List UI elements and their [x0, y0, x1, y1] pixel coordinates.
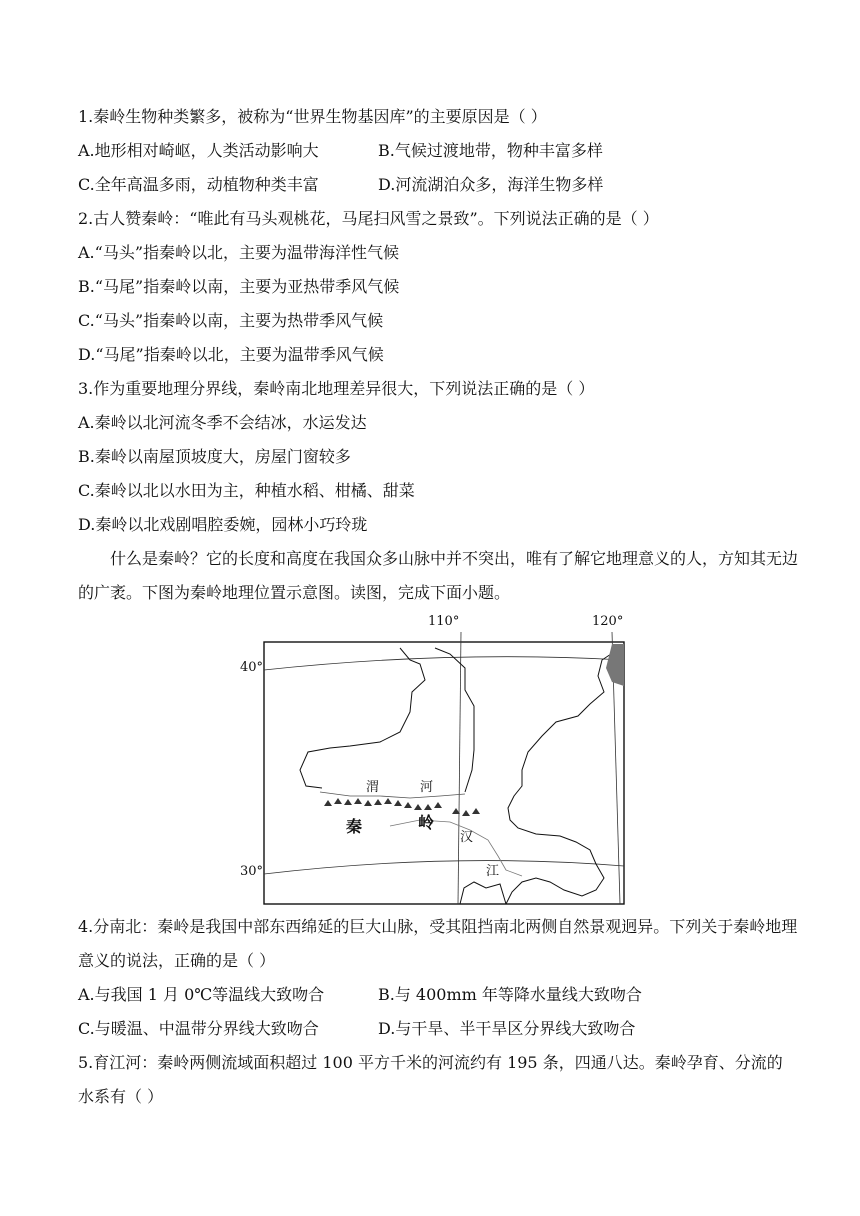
question-1-option-c[interactable]: C.全年高温多雨，动植物种类丰富	[78, 175, 319, 194]
question-1	[78, 100, 798, 202]
question-3-option-a[interactable]: A.秦岭以北河流冬季不会结冰，水运发达	[78, 413, 367, 432]
map-frame	[264, 642, 624, 904]
question-2-option-a[interactable]: A.“马头”指秦岭以北，主要为温带海洋性气候	[78, 243, 400, 262]
question-2	[78, 202, 798, 372]
question-1-options-row-1	[78, 134, 798, 168]
question-1-options-row-2	[78, 168, 798, 202]
longitude-110-label: 110°	[428, 614, 460, 629]
question-4-options-row-1	[78, 978, 798, 1012]
question-2-stem: 2.古人赞秦岭：“唯此有马头观桃花，马尾扫风雪之景致”。下列说法正确的是（ ）	[78, 209, 659, 228]
map-label-ling: 岭	[418, 813, 435, 832]
question-5-stem: 5.育江河：秦岭两侧流域面积超过 100 平方千米的河流约有 195 条，四通八达。秦岭孕育、分流的水系有（ ）	[78, 1053, 783, 1106]
question-4-stem: 4.分南北：秦岭是我国中部东西绵延的巨大山脉，受其阻挡南北两侧自然景观迥异。下列关于秦岭地理意义的说法，正确的是（ ）	[78, 917, 798, 970]
question-3-option-c[interactable]: C.秦岭以北以水田为主，种植水稻、柑橘、甜菜	[78, 481, 415, 500]
question-page	[78, 100, 798, 1114]
question-5	[78, 1046, 798, 1114]
question-4-option-c[interactable]: C.与暖温、中温带分界线大致吻合	[78, 1019, 319, 1038]
map-label-han: 汉	[460, 830, 474, 845]
question-4-options-row-2	[78, 1012, 798, 1046]
question-2-option-d[interactable]: D.“马尾”指秦岭以北，主要为温带季风气候	[78, 345, 384, 364]
question-4-option-b[interactable]: B.与 400mm 年等降水量线大致吻合	[378, 985, 642, 1004]
question-1-option-b[interactable]: B.气候过渡地带，物种丰富多样	[378, 141, 603, 160]
qinling-location-map	[240, 614, 640, 910]
map-svg	[260, 620, 640, 910]
map-label-qin: 秦	[346, 817, 363, 836]
question-1-option-a[interactable]: A.地形相对崎岖，人类活动影响大	[78, 141, 319, 160]
longitude-120-label: 120°	[592, 614, 624, 629]
question-3-option-d[interactable]: D.秦岭以北戏剧唱腔委婉，园林小巧玲珑	[78, 515, 368, 534]
question-4-option-a[interactable]: A.与我国 1 月 0℃等温线大致吻合	[78, 985, 325, 1004]
question-1-option-d[interactable]: D.河流湖泊众多，海洋生物多样	[378, 175, 604, 194]
map-label-jiang: 江	[486, 864, 500, 879]
question-3	[78, 372, 798, 542]
question-2-option-c[interactable]: C.“马头”指秦岭以南，主要为热带季风气候	[78, 311, 384, 330]
question-3-option-b[interactable]: B.秦岭以南屋顶坡度大，房屋门窗较多	[78, 447, 351, 466]
question-1-stem: 1.秦岭生物种类繁多，被称为“世界生物基因库”的主要原因是（ ）	[78, 107, 547, 126]
map-label-he: 河	[420, 780, 434, 795]
question-3-stem: 3.作为重要地理分界线，秦岭南北地理差异很大，下列说法正确的是（ ）	[78, 379, 595, 398]
question-2-option-b[interactable]: B.“马尾”指秦岭以南，主要为亚热带季风气候	[78, 277, 400, 296]
question-4-option-d[interactable]: D.与干旱、半干旱区分界线大致吻合	[378, 1019, 636, 1038]
latitude-30-label: 30°	[240, 864, 264, 879]
map-label-wei: 渭	[366, 780, 380, 795]
intro-paragraph: 什么是秦岭？它的长度和高度在我国众多山脉中并不突出，唯有了解它地理意义的人，方知其无边的广袤。下图为秦岭地理位置示意图。读图，完成下面小题。	[78, 549, 799, 602]
latitude-40-label: 40°	[240, 660, 264, 675]
question-4	[78, 910, 798, 1046]
